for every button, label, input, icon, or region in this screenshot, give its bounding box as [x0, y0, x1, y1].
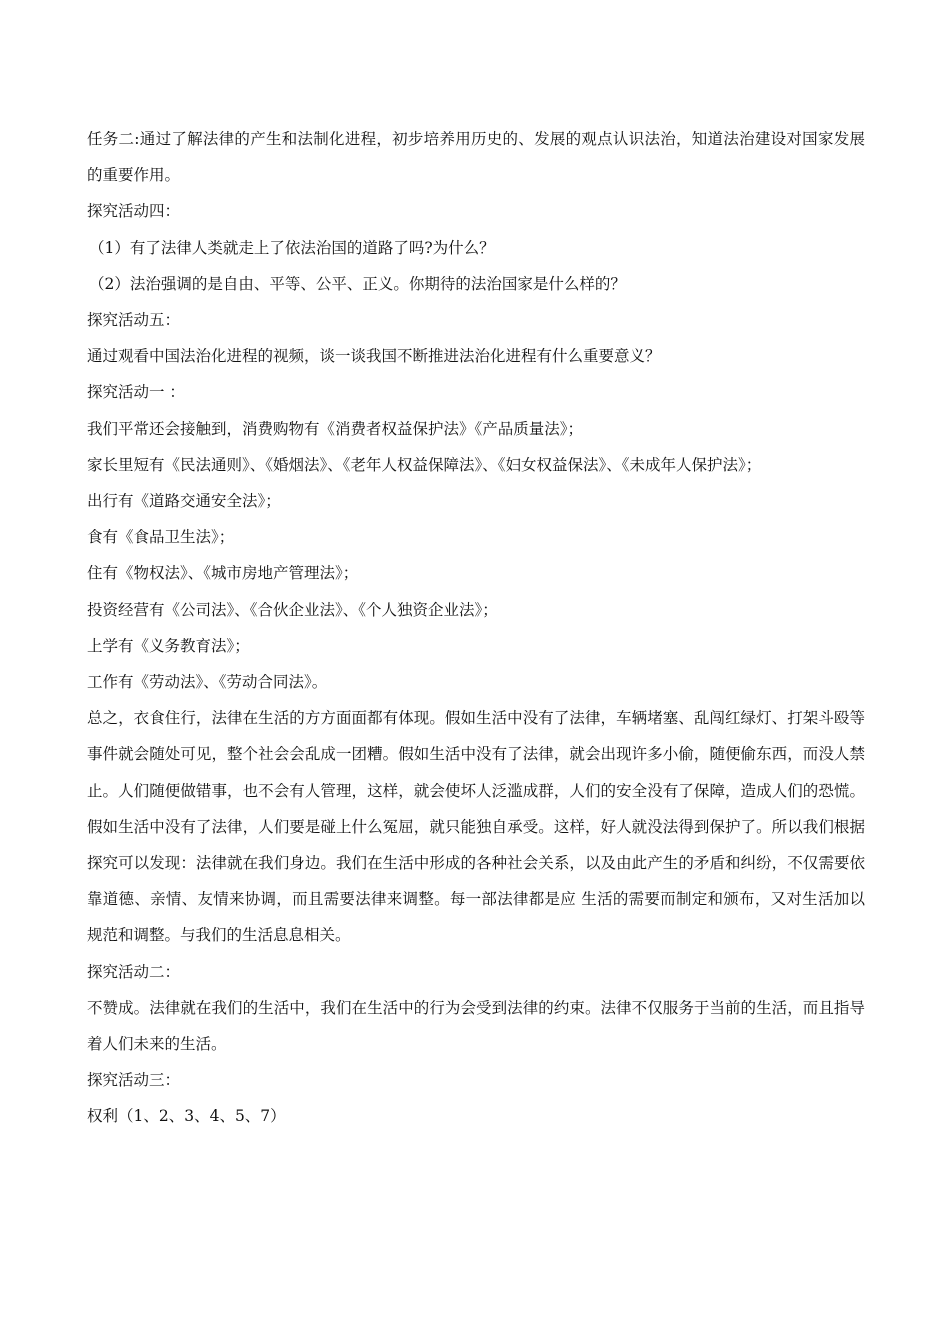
- activity-one-food-laws: 食有《食品卫生法》；: [87, 528, 235, 547]
- activity-one-investment-laws: 投资经营有《公司法》、《合伙企业法》、《个人独资企业法》；: [87, 600, 498, 619]
- activity-three-heading: 探究活动三：: [87, 1071, 181, 1090]
- activity-one-school-laws: 上学有《义务教育法》；: [87, 636, 250, 655]
- activity-four-question-1: （1）有了法律人类就走上了依法治国的道路了吗?为什么？: [89, 238, 495, 257]
- summary-paragraph: 总之，衣食住行，法律在生活的方方面面都有体现。假如生活中没有了法律，车辆堵塞、乱闯红绿灯、打架斗殴等事件就会随处可见，整个社会会乱成一团糟。假如生活中没有了法律，就会出现许多小偷，随便偷东西，而没人禁止。人们随便做错事，也不会有人管理，这样，就会使坏人泛滥成群，人们的安全没有了保障，造成人们的恐慌。假如生活中没有了法律，人们要是碰上什么冤屈，就只能独自承受。这样，好人就没法得到保护了。所以我们根据探究可以发现：法律就在我们身边。我们在生活中形成的各种社会关系，以及由此产生的矛盾和纠纷，不仅需要依靠道德、亲情、友情来协调，而且需要法律来调整。每一部法律都是应 生活的需要而制定和颁布，又对生活加以规范和调整。与我们的生活息息相关。: [87, 709, 865, 945]
- activity-two-heading: 探究活动二：: [87, 962, 181, 981]
- activity-three-answer: 权利（1、2、3、4、5、7）: [87, 1107, 286, 1126]
- activity-one-family-laws: 家长里短有《民法通则》、《婚烟法》、《老年人权益保障法》、《妇女权益保法》、《未成年人保护法》；: [87, 455, 762, 474]
- activity-one-work-laws: 工作有《劳动法》、《劳动合同法》。: [87, 673, 328, 692]
- activity-one-travel-laws: 出行有《道路交通安全法》；: [87, 492, 281, 511]
- activity-five-question: 通过观看中国法治化进程的视频，谈一谈我国不断推进法治化进程有什么重要意义？: [87, 347, 661, 366]
- activity-one-heading: 探究活动一 ：: [87, 383, 185, 402]
- activity-two-answer: 不赞成。法律就在我们的生活中，我们在生活中的行为会受到法律的约束。法律不仅服务于当前的生活，而且指导着人们未来的生活。: [87, 998, 865, 1054]
- activity-five-heading: 探究活动五：: [87, 311, 181, 330]
- activity-one-housing-laws: 住有《物权法》、《城市房地产管理法》；: [87, 564, 359, 583]
- task-two-paragraph: 任务二:通过了解法律的产生和法制化进程，初步培养用历史的、发展的观点认识法治，知道法治建设对国家发展的重要作用。: [87, 130, 865, 185]
- activity-four-heading: 探究活动四：: [87, 202, 181, 221]
- activity-one-consumer-laws: 我们平常还会接触到，消费购物有《消费者权益保护法》《产品质量法》；: [87, 419, 584, 438]
- document-body: [87, 121, 865, 1135]
- activity-four-question-2: （2）法治强调的是自由、平等、公平、正义。你期待的法治国家是什么样的？: [89, 274, 626, 293]
